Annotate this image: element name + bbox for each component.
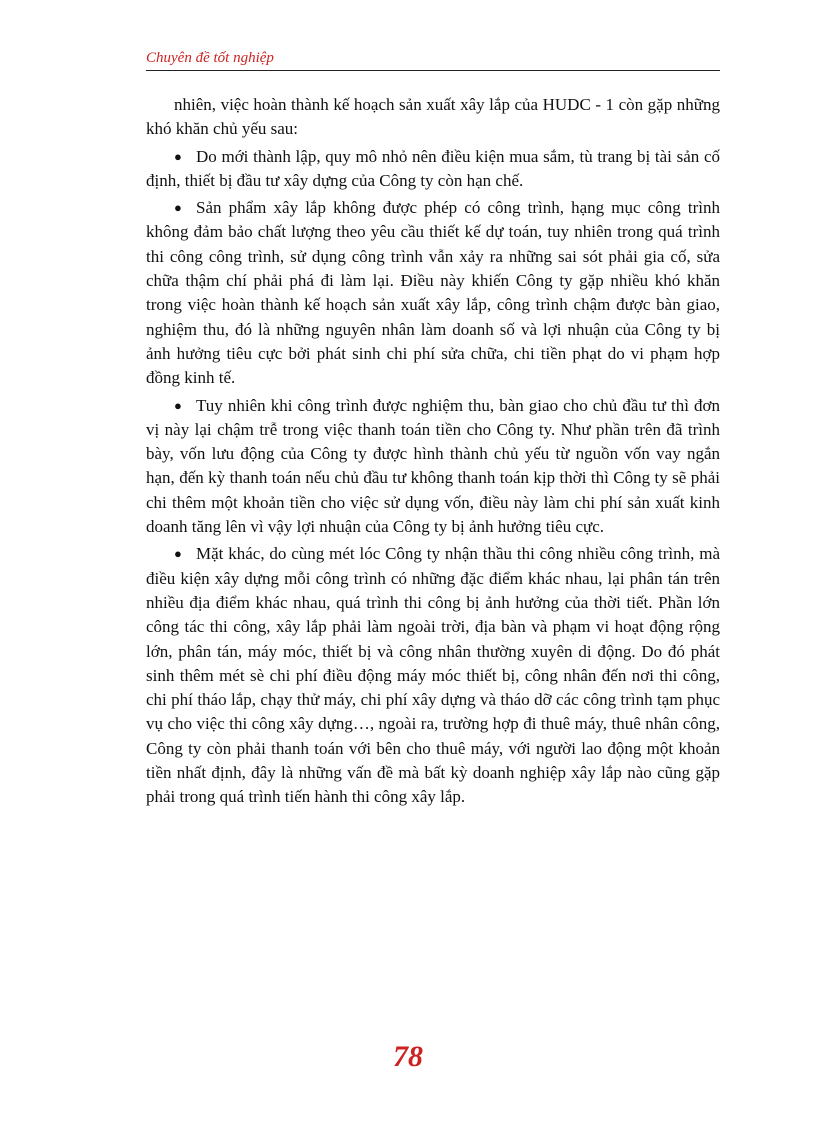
bullet-item bbox=[146, 394, 720, 540]
header-title: Chuyên đề tốt nghiệp bbox=[146, 50, 274, 66]
page-number: 78 bbox=[393, 1040, 423, 1073]
bullet-text: Mặt khác, do cùng mét lóc Công ty nhận thầu thi công nhiều công trình, mà điều kiện xây dựng mỗi công trình có những đặc điểm khác nhau, lại phân tán trên nhiều địa điểm khác nhau, quá trình thi công bị ảnh hưởng của thời tiết. Phần lớn công tác thi công, xây lắp phải làm ngoài trời, địa bàn và phạm vi hoạt động rộng lớn, phân tán, máy móc, thiết bị và công nhân thường xuyên di động. Do đó phát sinh thêm mét sè chi phí điều động máy móc thiết bị, công nhân đến nơi thi công, chi phí tháo lắp, chạy thử máy, chi phí xây dựng và tháo dỡ các công trình tạm phục vụ cho việc thi công xây dựng…, ngoài ra, trường hợp đi thuê máy, thuê nhân công, Công ty còn phải thanh toán với bên cho thuê máy, với người lao động một khoản tiền nhất định, đây là những vấn đề mà bất kỳ doanh nghiệp xây lắp nào cũng gặp phải trong quá trình tiến hành thi công xây lắp. bbox=[146, 544, 720, 807]
bullet-item bbox=[146, 542, 720, 809]
page-header bbox=[146, 48, 720, 71]
document-body bbox=[146, 93, 720, 810]
bullet-text: Tuy nhiên khi công trình được nghiệm thu, bàn giao cho chủ đầu tư thì đơn vị này lại chậm trễ trong việc thanh toán tiền cho Công ty. Như phần trên đã trình bày, vốn lưu động của Công ty được hình thành chủ yếu từ nguồn vốn vay ngắn hạn, đến kỳ thanh toán nếu chủ đầu tư không thanh toán kịp thời thì Công ty sẽ phải chi thêm một khoản tiền cho việc sử dụng vốn, điều này làm chi phí sản xuất kinh doanh tăng lên vì vậy lợi nhuận của Công ty bị ảnh hưởng tiêu cực. bbox=[146, 395, 720, 537]
bullet-icon: ● bbox=[174, 397, 182, 413]
bullet-icon: ● bbox=[174, 546, 182, 562]
bullet-text: Do mới thành lập, quy mô nhỏ nên điều kiện mua sắm, tù trang bị tài sản cố định, thiết bị đầu tư xây dựng của Công ty còn hạn chế. bbox=[146, 146, 720, 190]
bullet-item bbox=[146, 145, 720, 194]
bullet-icon: ● bbox=[174, 200, 182, 216]
bullet-text: Sản phẩm xây lắp không được phép có công trình, hạng mục công trình không đảm bảo chất lượng theo yêu cầu thiết kế dự toán, tuy nhiên trong quá trình thi công công trình, sử dụng công trình vẫn xảy ra những sai sót phải gia cố, sửa chữa thậm chí phải phá đi làm lại. Điều này khiến Công ty gặp nhiều khó khăn trong việc hoàn thành kế hoạch sản xuất xây lắp, công trình chậm được bàn giao, nghiệm thu, đó là những nguyên nhân làm doanh số và lợi nhuận của Công ty bị ảnh hưởng tiêu cực bởi phát sinh chi phí sửa chữa, chi tiền phạt do vi phạm hợp đồng kinh tế. bbox=[146, 198, 720, 388]
bullet-item bbox=[146, 196, 720, 390]
bullet-icon: ● bbox=[174, 148, 182, 164]
intro-paragraph: nhiên, việc hoàn thành kế hoạch sản xuất xây lắp của HUDC - 1 còn gặp những khó khăn chủ yếu sau: bbox=[146, 95, 720, 139]
